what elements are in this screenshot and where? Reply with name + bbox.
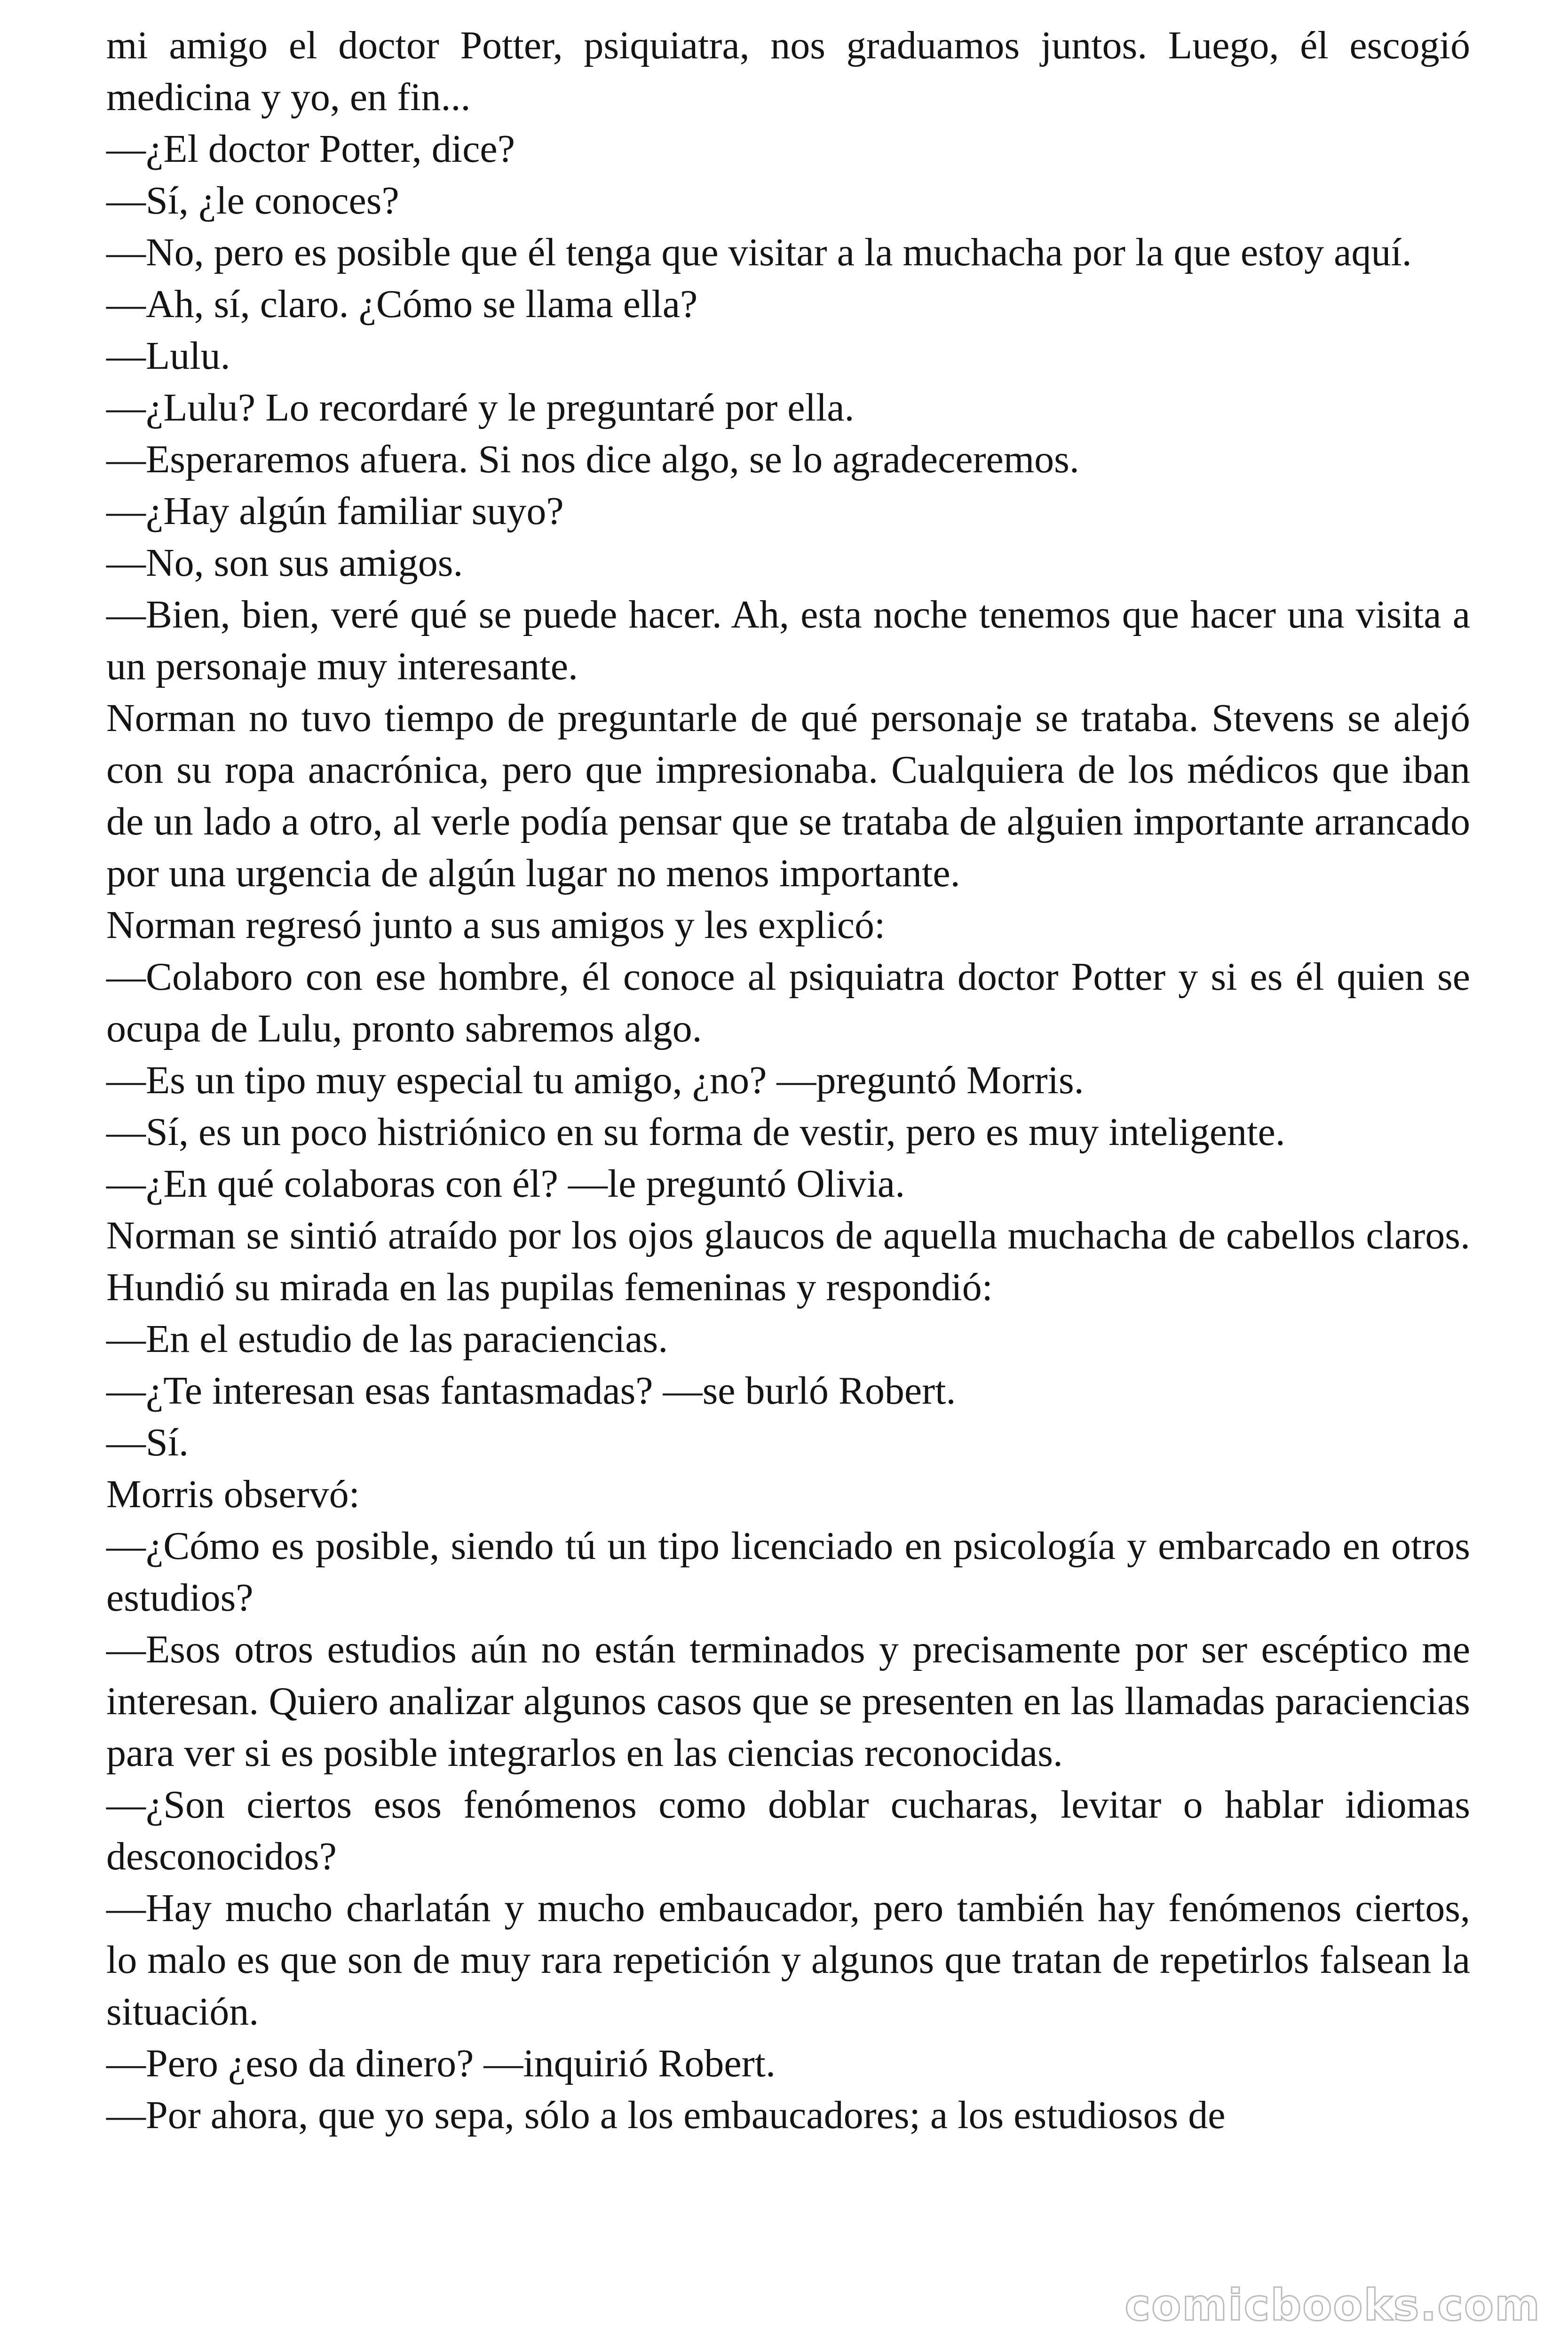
paragraph: —Hay mucho charlatán y mucho embaucador, pero también hay fenómenos ciertos, lo malo es que son de muy rara repetición y algunos que tratan de repetirlos falsean la situación.: [106, 1886, 1470, 2034]
paragraph: —¿Cómo es posible, siendo tú un tipo licenciado en psicología y embarcado en otros estudios?: [106, 1524, 1470, 1620]
paragraph: Norman regresó junto a sus amigos y les explicó:: [106, 903, 886, 947]
paragraph: —¿Lulu? Lo recordaré y le preguntaré por ella.: [106, 386, 855, 429]
paragraph: —Esperaremos afuera. Si nos dice algo, se lo agradeceremos.: [106, 437, 1079, 481]
paragraph: —Sí.: [106, 1421, 189, 1464]
paragraph: Morris observó:: [106, 1472, 360, 1516]
paragraph: —En el estudio de las paraciencias.: [106, 1317, 668, 1361]
paragraph: —¿Hay algún familiar suyo?: [106, 489, 564, 533]
paragraph: —No, son sus amigos.: [106, 541, 463, 585]
paragraph: —¿En qué colaboras con él? —le preguntó Olivia.: [106, 1162, 905, 1206]
paragraph: —¿Te interesan esas fantasmadas? —se burló Robert.: [106, 1369, 956, 1413]
paragraph: —¿Son ciertos esos fenómenos como doblar cucharas, levitar o hablar idiomas desconocidos?: [106, 1783, 1470, 1878]
paragraph: —Esos otros estudios aún no están terminados y precisamente por ser escéptico me interesan. Quiero analizar algunos casos que se presenten en las llamadas paraciencias para ver si es posible integrarlos en las ciencias reconocidas.: [106, 1628, 1470, 1775]
paragraph: Norman se sintió atraído por los ojos glaucos de aquella muchacha de cabellos claros. Hundió su mirada en las pupilas femeninas y respondió:: [106, 1214, 1470, 1309]
paragraph: —No, pero es posible que él tenga que visitar a la muchacha por la que estoy aquí.: [106, 230, 1412, 274]
watermark: comicbooks.com: [1125, 2280, 1541, 2330]
paragraph: Norman no tuvo tiempo de preguntarle de qué personaje se trataba. Stevens se alejó con su ropa anacrónica, pero que impresionaba. Cualquiera de los médicos que iban de un lado a otro, al verle podía pensar que se trataba de alguien importante arrancado por una urgencia de algún lugar no menos importante.: [106, 696, 1470, 895]
paragraph: —Sí, es un poco histriónico en su forma de vestir, pero es muy inteligente.: [106, 1110, 1285, 1154]
paragraph: —Por ahora, que yo sepa, sólo a los embaucadores; a los estudiosos de: [106, 2093, 1226, 2137]
paragraph: —Lulu.: [106, 334, 230, 378]
paragraph: —Sí, ¿le conoces?: [106, 179, 399, 222]
paragraph: —¿El doctor Potter, dice?: [106, 127, 515, 171]
page-text: [106, 20, 1470, 2141]
paragraph: —Ah, sí, claro. ¿Cómo se llama ella?: [106, 282, 698, 326]
paragraph: mi amigo el doctor Potter, psiquiatra, nos graduamos juntos. Luego, él escogió medicina y yo, en fin...: [106, 24, 1470, 119]
paragraph: —Es un tipo muy especial tu amigo, ¿no? —preguntó Morris.: [106, 1058, 1084, 1102]
paragraph: —Pero ¿eso da dinero? —inquirió Robert.: [106, 2042, 776, 2085]
paragraph: —Bien, bien, veré qué se puede hacer. Ah, esta noche tenemos que hacer una visita a un personaje muy interesante.: [106, 593, 1470, 688]
paragraph: —Colaboro con ese hombre, él conoce al psiquiatra doctor Potter y si es él quien se ocupa de Lulu, pronto sabremos algo.: [106, 955, 1470, 1050]
